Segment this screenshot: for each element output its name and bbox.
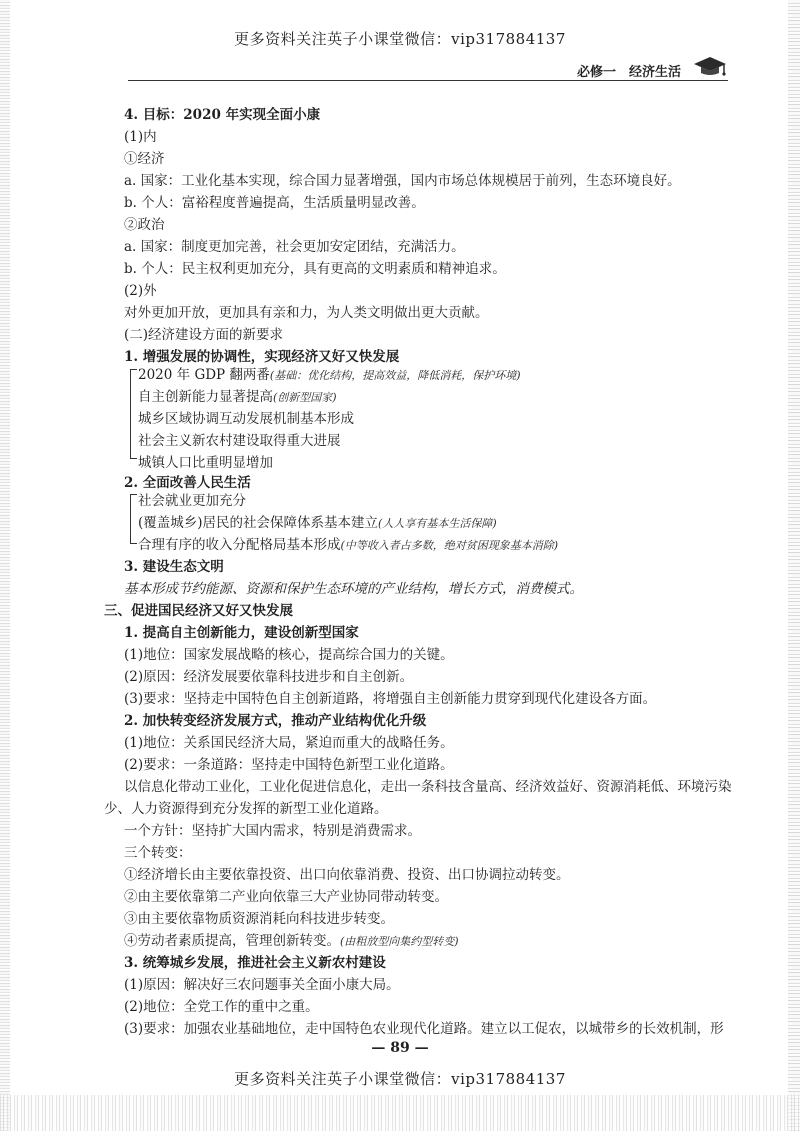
bracket bbox=[130, 494, 137, 544]
list-item: 城镇人口比重明显增加 bbox=[138, 455, 273, 471]
page-number: — 89 — bbox=[371, 1040, 429, 1056]
text-line: 对外更加开放，更加具有亲和力，为人类文明做出更大贡献。 bbox=[124, 305, 489, 321]
list-item: 2020 年 GDP 翻两番(基础：优化结构，提高效益，降低消耗，保护环境) bbox=[138, 367, 521, 383]
list-item: 合理有序的收入分配格局基本形成(中等收入者占多数，绝对贫困现象基本消除) bbox=[138, 537, 559, 553]
watermark-bottom: 更多资料关注英子小课堂微信：vip317884137 bbox=[234, 1070, 566, 1088]
list-item: 社会就业更加充分 bbox=[138, 493, 246, 509]
text-line: b. 个人：民主权利更加充分，具有更高的文明素质和精神追求。 bbox=[124, 261, 506, 277]
bracket bbox=[130, 369, 137, 459]
watermark-top: 更多资料关注英子小课堂微信：vip317884137 bbox=[234, 30, 566, 48]
text-line: 少、人力资源得到充分发挥的新型工业化道路。 bbox=[104, 801, 388, 817]
text-line: (3)要求：坚持走中国特色自主创新道路，将增强自主创新能力贯穿到现代化建设各方面。 bbox=[124, 691, 657, 707]
text-line: b. 个人：富裕程度普遍提高，生活质量明显改善。 bbox=[124, 195, 425, 211]
heading-goal-2020: 4. 目标：2020 年实现全面小康 bbox=[124, 107, 321, 123]
text-line: a. 国家：制度更加完善，社会更加安定团结，充满活力。 bbox=[124, 239, 465, 255]
list-item: 社会主义新农村建设取得重大进展 bbox=[138, 433, 341, 449]
text-line: (1)内 bbox=[124, 129, 157, 145]
text-line: ④劳动者素质提高，管理创新转变。(由粗放型向集约型转变) bbox=[124, 933, 459, 949]
text-line: 一个方针：坚持扩大国内需求，特别是消费需求。 bbox=[124, 823, 421, 839]
text-line: (2)原因：经济发展要依靠科技进步和自主创新。 bbox=[124, 669, 414, 685]
list-item: 城乡区域协调互动发展机制基本形成 bbox=[138, 411, 354, 427]
text-line: ③由主要依靠物质资源消耗向科技进步转变。 bbox=[124, 911, 394, 927]
text-line: (1)地位：关系国民经济大局，紧迫而重大的战略任务。 bbox=[124, 735, 454, 751]
text-line: a. 国家：工业化基本实现，综合国力显著增强，国内市场总体规模居于前列，生态环境良好。 bbox=[124, 173, 681, 189]
text-line: ②政治 bbox=[124, 217, 165, 233]
text-line: (2)外 bbox=[124, 283, 157, 299]
subsection-heading: 1. 增强发展的协调性，实现经济又好又快发展 bbox=[124, 349, 400, 365]
list-item: (覆盖城乡)居民的社会保障体系基本建立(人人享有基本生活保障) bbox=[138, 515, 497, 531]
text-line: ②由主要依靠第二产业向依靠三大产业协同带动转变。 bbox=[124, 889, 448, 905]
list-item: 自主创新能力显著提高(创新型国家) bbox=[138, 389, 337, 405]
text-line: (3)要求：加强农业基础地位，走中国特色农业现代化道路。建立以工促农，以城带乡的长效机制，形 bbox=[124, 1021, 724, 1037]
text-line: (1)地位：国家发展战略的核心，提高综合国力的关键。 bbox=[124, 647, 454, 663]
subsection-heading: 2. 全面改善人民生活 bbox=[124, 475, 251, 491]
subsection-heading: 3. 建设生态文明 bbox=[124, 559, 224, 575]
text-line: (2)地位：全党工作的重中之重。 bbox=[124, 999, 319, 1015]
subsection-heading: 3. 统筹城乡发展，推进社会主义新农村建设 bbox=[124, 955, 386, 971]
header-label: 必修一 经济生活 bbox=[577, 65, 682, 80]
text-line: (1)原因：解决好三农问题事关全面小康大局。 bbox=[124, 977, 400, 993]
text-line: 基本形成节约能源、资源和保护生态环境的产业结构，增长方式，消费模式。 bbox=[124, 581, 583, 597]
subsection-heading: 2. 加快转变经济发展方式，推动产业结构优化升级 bbox=[124, 713, 427, 729]
section-heading: 三、促进国民经济又好又快发展 bbox=[104, 603, 293, 619]
text-line: ①经济增长由主要依靠投资、出口向依靠消费、投资、出口协调拉动转变。 bbox=[124, 867, 570, 883]
text-line: 以信息化带动工业化，工业化促进信息化，走出一条科技含量高、经济效益好、资源消耗低、环境污染 bbox=[124, 779, 732, 795]
text-line: 三个转变： bbox=[124, 845, 192, 861]
text-line: (2)要求：一条道路：坚持走中国特色新型工业化道路。 bbox=[124, 757, 454, 773]
text-line: ①经济 bbox=[124, 151, 165, 167]
section-heading: (二)经济建设方面的新要求 bbox=[124, 327, 284, 343]
subsection-heading: 1. 提高自主创新能力，建设创新型国家 bbox=[124, 625, 359, 641]
